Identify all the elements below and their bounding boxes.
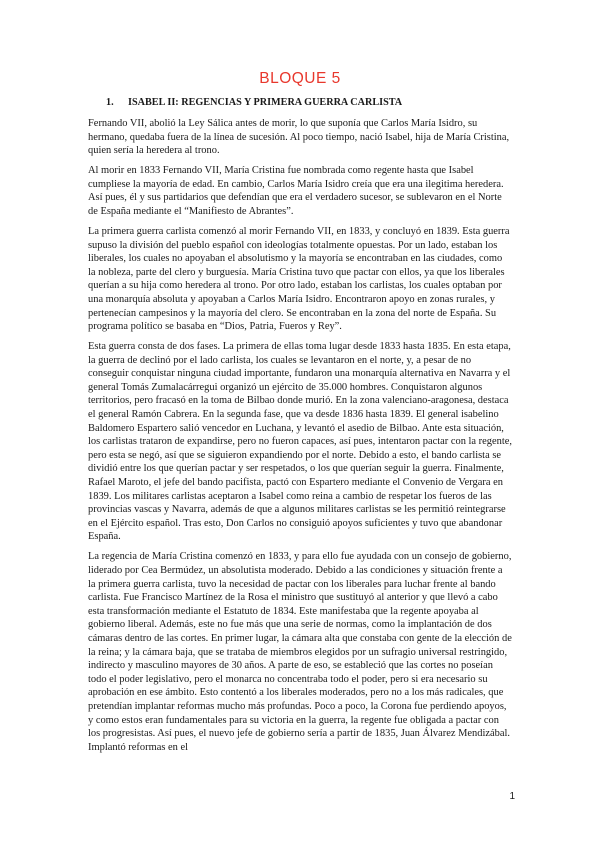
paragraph-2: Al morir en 1833 Fernando VII, María Cristina fue nombrada como regente hasta que Isabel cumpliese la mayoría de edad. En cambio, Carlos María Isidro creía que era una ilegitima heredera. Así pues, él y sus partidarios que defendían que era el verdadero sucesor, se sublevaron en el Norte de España mediante el “Manifiesto de Abrantes”. — [88, 165, 504, 217]
page-number: 1 — [509, 791, 515, 802]
paragraph-3: La primera guerra carlista comenzó al morir Fernando VII, en 1833, y concluyó en 1839. Esta guerra supuso la división del pueblo español con ideologías totalmente opuestas. Por un lado, estaban los liberales, los cuales no apoyaban el absolutismo y la mayoría se encontraban en las ciudades, como la nobleza, parte del clero y burguesía. María Cristina tuvo que pactar con ellos, ya que los liberales querían a su hija como heredera al trono. Por otro lado, estaban los carlistas, los cuales optaban por una monarquía absoluta y apoyaban a Carlos María Isidro. Encontraron apoyo en zonas rurales, y pertenecían campesinos y la mayoría del clero. Se encontraban en la zona del norte de España. Su programa político se basaba en “Dios, Patria, Fueros y Rey”. — [88, 225, 510, 333]
paragraph-4: Esta guerra consta de dos fases. La primera de ellas toma lugar desde 1833 hasta 1835. En esta etapa, la guerra de declinó por el lado carlista, los cuales se levantaron en el norte, y, a pesar de no conseguir conquistar ninguna ciudad importante, fundaron una monarquía alternativa en Navarra y el general Tomás Zumalacárregui organizó un ejército de 35.000 hombres. Conquistaron algunos territorios, pero fracasó en la toma de Bilbao donde murió. En la zona valenciano-aragonesa, destaca el general Ramón Cabrera. En la segunda fase, que va desde 1836 hasta 1839. El general isabelino Baldomero Espartero salió vencedor en Luchana, y levantó el asedio de Bilbao. Ante esta situación, los carlistas trataron de expandirse, pero no fueron capaces, así pues, intentaron pactar con la regente, pero esta se negó, así que se siguieron expandiendo por el norte. Debido a esto, el bando carlista se dividió entre los que querían pactar y ser respetados, o los que querían seguir la guerra. Finalmente, Rafael Maroto, el jefe del bando pacifista, pactó con Espartero mediante el Convenio de Vergara en 1839. Los militares carlistas aceptaron a Isabel como reina a cambio de respetar los fueros de las provincias vascas y Navarra, además de que a algunos militares carlistas se les permitió reintegrarse en el Ejército español. Tras esto, Don Carlos no consiguió apoyos suficientes y tuvo que abandonar España. — [88, 341, 512, 543]
section-number: 1. — [106, 97, 114, 108]
page-title: BLOQUE 5 — [259, 70, 341, 87]
paragraph-5: La regencia de María Cristina comenzó en 1833, y para ello fue ayudada con un consejo de gobierno, liderado por Cea Bermúdez, un absolutista moderado. Debido a las condiciones y situación frente a la primera guerra carlista, tuvo la necesidad de pactar con los liberales para luchar frente al bando carlista. Fue Francisco Martínez de la Rosa el ministro que sustituyó al anterior y que llevó a cabo esta transformación mediante el Estatuto de 1834. Este manifestaba que la regente apoyaba al gobierno liberal. Además, este no fue más que una serie de normas, como la implantación de dos cámaras dentro de las cortes. En primer lugar, la cámara alta que constaba con gente de la elección de la reina; y la cámara baja, que se trataba de miembros elegidos por un sufragio universal restringido, indirecto y masculino mayores de 30 años. A parte de eso, se estableció que las cortes no poseían todo el poder legislativo, pero el monarca no concentraba todo el poder, pero si era necesario su aprobación en ese ámbito. Esto contentó a los liberales moderados, pero no a los más radicales, que pretendían implantar reformas mucho más profundas. Poco a poco, la Corona fue perdiendo apoyos, y como estos eran fundamentales para su victoria en la guerra, la regente fue obligada a pactar con los progresistas. Así pues, el nuevo jefe de gobierno sería a partir de 1835, Juan Álvarez Mendizábal. Implantó reformas en el — [88, 551, 512, 753]
paragraph-1: Fernando VII, abolió la Ley Sálica antes de morir, lo que suponía que Carlos María Isidro, su hermano, quedaba fuera de la línea de sucesión. Al poco tiempo, nació Isabel, hija de María Cristina, quien sería la heredera al trono. — [88, 118, 510, 157]
section-title: ISABEL II: REGENCIAS Y PRIMERA GUERRA CARLISTA — [128, 97, 403, 108]
section-heading — [88, 97, 512, 108]
